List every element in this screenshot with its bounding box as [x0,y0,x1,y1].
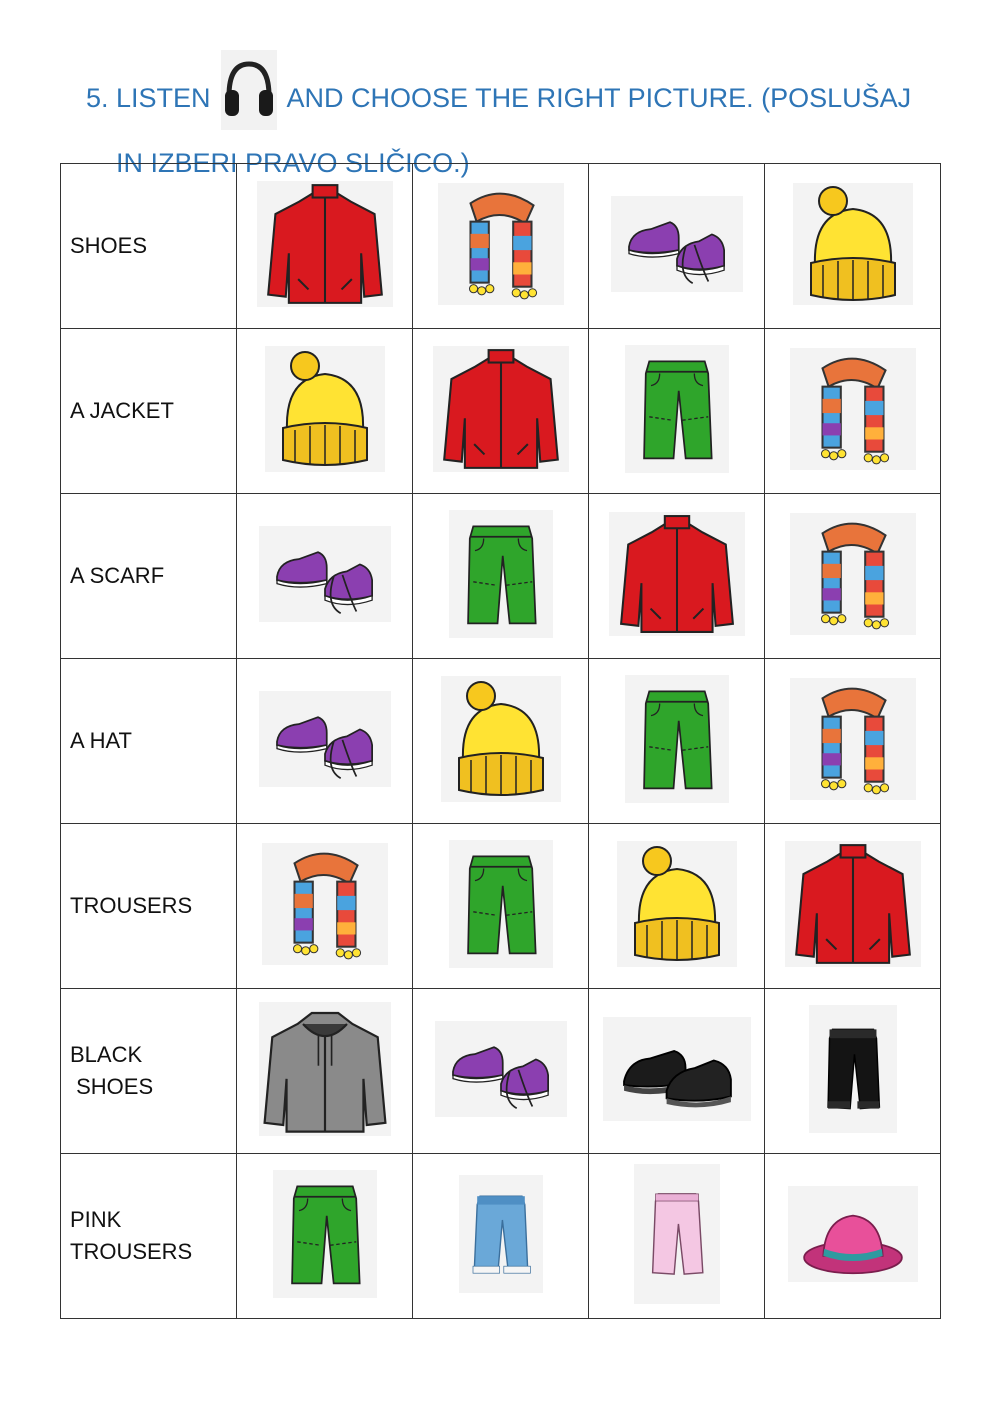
option-cell[interactable] [237,824,413,989]
red-jacket-icon[interactable] [257,181,393,307]
purple-shoes-icon[interactable] [259,526,391,622]
grey-hoodie-icon[interactable] [259,1002,391,1136]
option-cell[interactable] [765,329,941,494]
row-label-line1: PINK [70,1207,122,1232]
option-cell[interactable] [413,824,589,989]
yellow-hat-icon[interactable] [617,841,737,967]
table-row [61,659,941,824]
table-row [61,1154,941,1319]
blue-jeans-icon[interactable] [459,1175,543,1293]
red-jacket-icon[interactable] [785,841,921,967]
green-trousers-icon[interactable] [449,510,553,638]
answer-grid [60,163,941,1319]
black-trousers-icon[interactable] [809,1005,897,1133]
option-cell[interactable] [413,329,589,494]
option-cell[interactable] [413,1154,589,1319]
option-cell[interactable] [589,989,765,1154]
instruction-line2: IN IZBERI PRAVO SLIČICO.) [116,148,470,178]
row-label [61,494,237,659]
row-label-text: TROUSERS [70,893,193,918]
purple-shoes-icon[interactable] [259,691,391,787]
instruction-part2: AND CHOOSE THE RIGHT PICTURE. (POSLUŠAJ [286,83,912,114]
yellow-hat-icon[interactable] [793,183,913,305]
scarf-icon[interactable] [790,678,916,800]
red-jacket-icon[interactable] [433,346,569,472]
black-shoes-icon[interactable] [603,1017,751,1121]
green-trousers-icon[interactable] [625,345,729,473]
yellow-hat-icon[interactable] [441,676,561,802]
table-row [61,329,941,494]
option-cell[interactable] [413,494,589,659]
option-cell[interactable] [589,329,765,494]
option-cell[interactable] [237,659,413,824]
row-label [61,824,237,989]
row-label-text: A SCARF [70,563,165,588]
row-label-text: A HAT [70,728,132,753]
option-cell[interactable] [765,989,941,1154]
pink-hat-icon[interactable] [788,1186,918,1282]
row-label [61,659,237,824]
option-cell[interactable] [589,659,765,824]
row-label-line1: BLACK [70,1042,143,1067]
row-label [61,329,237,494]
option-cell[interactable] [765,164,941,329]
row-label-text: A JACKET [70,398,174,423]
purple-shoes-icon[interactable] [435,1021,567,1117]
option-cell[interactable] [765,659,941,824]
table-row [61,824,941,989]
option-cell[interactable] [765,1154,941,1319]
option-cell[interactable] [413,989,589,1154]
purple-shoes-icon[interactable] [611,196,743,292]
task-number: 5. [86,83,109,114]
headphones-icon [221,50,277,130]
option-cell[interactable] [589,164,765,329]
option-cell[interactable] [589,824,765,989]
option-cell[interactable] [765,824,941,989]
row-label-line2: TROUSERS [70,1239,193,1264]
instruction-part1: LISTEN [116,83,211,114]
table-row [61,989,941,1154]
table-row [61,494,941,659]
option-cell[interactable] [237,494,413,659]
red-jacket-icon[interactable] [609,512,745,636]
green-trousers-icon[interactable] [625,675,729,803]
scarf-icon[interactable] [790,513,916,635]
scarf-icon[interactable] [438,183,564,305]
scarf-icon[interactable] [262,843,388,965]
option-cell[interactable] [237,1154,413,1319]
row-label [61,164,237,329]
option-cell[interactable] [765,494,941,659]
option-cell[interactable] [237,164,413,329]
scarf-icon[interactable] [790,348,916,470]
row-label-line2: SHOES [70,1074,154,1099]
green-trousers-icon[interactable] [449,840,553,968]
row-label [61,1154,237,1319]
table-row [61,164,941,329]
row-label [61,989,237,1154]
option-cell[interactable] [237,329,413,494]
green-trousers-icon[interactable] [273,1170,377,1298]
option-cell[interactable] [237,989,413,1154]
option-cell[interactable] [413,164,589,329]
option-cell[interactable] [589,1154,765,1319]
yellow-hat-icon[interactable] [265,346,385,472]
option-cell[interactable] [589,494,765,659]
row-label-text: SHOES [70,233,148,258]
option-cell[interactable] [413,659,589,824]
pink-trousers-icon[interactable] [634,1164,720,1304]
